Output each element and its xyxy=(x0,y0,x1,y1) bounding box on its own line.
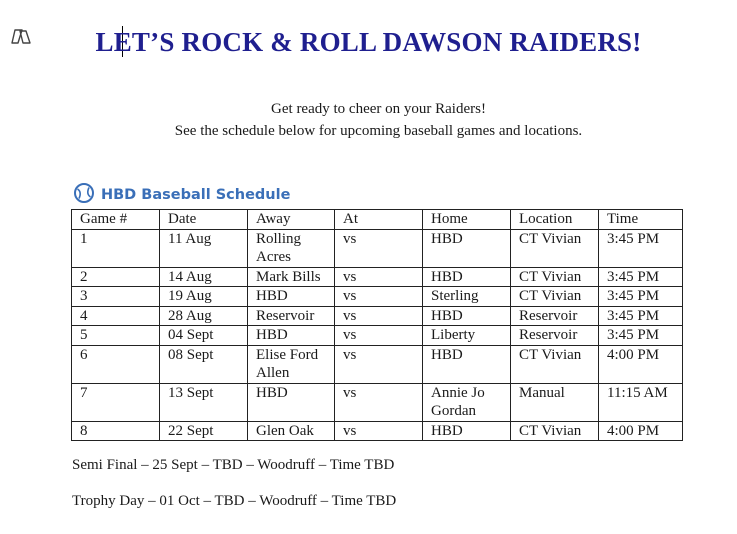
intro-line: Get ready to cheer on your Raiders! xyxy=(271,101,486,117)
table-cell: HBD xyxy=(423,345,511,383)
intro-text xyxy=(0,98,737,142)
table-header-row xyxy=(72,210,683,230)
schedule-heading xyxy=(73,183,290,207)
intro-line: See the schedule below for upcoming baseball games and locations. xyxy=(174,123,583,139)
table-cell: HBD xyxy=(248,383,335,421)
column-header: Time xyxy=(599,210,683,230)
table-cell: 6 xyxy=(72,345,160,383)
table-cell: 14 Aug xyxy=(160,267,248,287)
table-cell: vs xyxy=(335,421,423,441)
table-row xyxy=(72,306,683,326)
column-header: At xyxy=(335,210,423,230)
table-row xyxy=(72,383,683,421)
table-cell: 3:45 PM xyxy=(599,229,683,267)
table-cell: Annie Jo Gordan xyxy=(423,383,511,421)
table-row xyxy=(72,267,683,287)
table-row xyxy=(72,229,683,267)
table-cell: Mark Bills xyxy=(248,267,335,287)
schedule-table xyxy=(71,209,683,441)
column-header: Home xyxy=(423,210,511,230)
table-cell: 28 Aug xyxy=(160,306,248,326)
table-cell: Liberty xyxy=(423,326,511,346)
table-cell: 7 xyxy=(72,383,160,421)
table-cell: 08 Sept xyxy=(160,345,248,383)
schedule-title: HBD Baseball Schedule xyxy=(101,187,291,203)
table-cell: Elise Ford Allen xyxy=(248,345,335,383)
table-cell: Reservoir xyxy=(511,306,599,326)
table-cell: HBD xyxy=(423,229,511,267)
table-row xyxy=(72,345,683,383)
table-cell: HBD xyxy=(423,306,511,326)
table-row xyxy=(72,287,683,307)
table-row xyxy=(72,421,683,441)
table-cell: 3:45 PM xyxy=(599,267,683,287)
table-cell: HBD xyxy=(423,421,511,441)
table-cell: Rolling Acres xyxy=(248,229,335,267)
table-cell: CT Vivian xyxy=(511,229,599,267)
table-cell: 4:00 PM xyxy=(599,345,683,383)
column-header: Away xyxy=(248,210,335,230)
table-cell: 5 xyxy=(72,326,160,346)
table-cell: vs xyxy=(335,345,423,383)
table-cell: Reservoir xyxy=(511,326,599,346)
table-cell: Reservoir xyxy=(248,306,335,326)
table-cell: 11:15 AM xyxy=(599,383,683,421)
table-cell: Manual xyxy=(511,383,599,421)
table-cell: CT Vivian xyxy=(511,345,599,383)
table-cell: 1 xyxy=(72,229,160,267)
table-cell: CT Vivian xyxy=(511,287,599,307)
table-cell: 3:45 PM xyxy=(599,306,683,326)
table-cell: vs xyxy=(335,326,423,346)
table-cell: 3 xyxy=(72,287,160,307)
table-cell: 13 Sept xyxy=(160,383,248,421)
table-cell: vs xyxy=(335,383,423,421)
table-cell: vs xyxy=(335,287,423,307)
table-cell: 04 Sept xyxy=(160,326,248,346)
table-cell: 2 xyxy=(72,267,160,287)
column-header: Game # xyxy=(72,210,160,230)
table-cell: vs xyxy=(335,267,423,287)
table-cell: HBD xyxy=(248,287,335,307)
table-cell: 3:45 PM xyxy=(599,287,683,307)
table-cell: 11 Aug xyxy=(160,229,248,267)
table-cell: 19 Aug xyxy=(160,287,248,307)
table-row xyxy=(72,326,683,346)
baseball-icon xyxy=(73,182,101,209)
column-header: Date xyxy=(160,210,248,230)
page-title: LET’S ROCK & ROLL DAWSON RAIDERS! xyxy=(95,27,642,57)
table-cell: 22 Sept xyxy=(160,421,248,441)
table-cell: vs xyxy=(335,229,423,267)
table-cell: CT Vivian xyxy=(511,267,599,287)
table-cell: 4 xyxy=(72,306,160,326)
semi-final-note: Semi Final – 25 Sept – TBD – Woodruff – Time TBD xyxy=(72,457,395,473)
table-cell: HBD xyxy=(423,267,511,287)
table-cell: Glen Oak xyxy=(248,421,335,441)
table-cell: 8 xyxy=(72,421,160,441)
table-cell: 4:00 PM xyxy=(599,421,683,441)
table-cell: 3:45 PM xyxy=(599,326,683,346)
column-header: Location xyxy=(511,210,599,230)
table-cell: HBD xyxy=(248,326,335,346)
table-cell: Sterling xyxy=(423,287,511,307)
trophy-day-note: Trophy Day – 01 Oct – TBD – Woodruff – Time TBD xyxy=(72,493,397,509)
table-cell: vs xyxy=(335,306,423,326)
table-cell: CT Vivian xyxy=(511,421,599,441)
